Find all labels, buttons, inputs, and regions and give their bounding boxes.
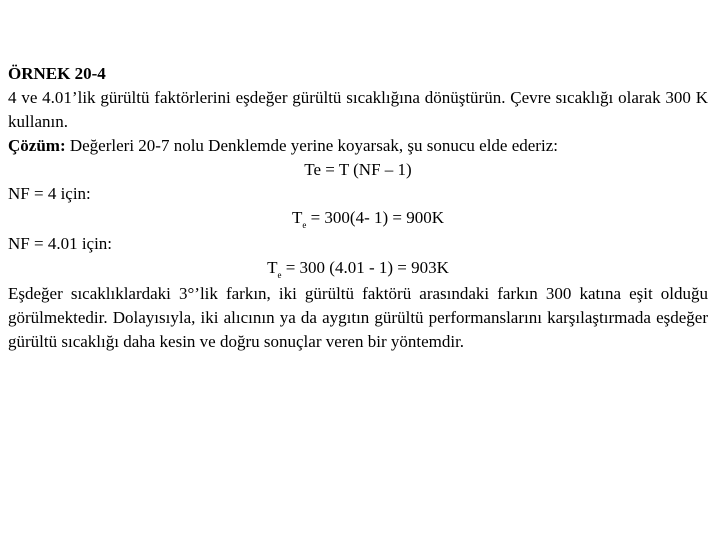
solution-label: Çözüm: xyxy=(8,136,66,155)
case2-eq-subscript: e xyxy=(277,270,282,280)
case1-eq-T: T xyxy=(291,208,303,227)
example-title: ÖRNEK 20-4 xyxy=(8,64,106,83)
general-formula: Te = T (NF – 1) xyxy=(304,160,412,179)
case2-eq-rest: = 300 (4.01 - 1) = 903K xyxy=(281,258,449,277)
solution-text: Değerleri 20-7 nolu Denklemde yerine koyarsak, şu sonucu elde ederiz: xyxy=(65,136,558,155)
case2-label: NF = 4.01 için: xyxy=(8,234,113,253)
case2-eq-T: T xyxy=(267,258,278,277)
case1-eq-rest: = 300(4- 1) = 900K xyxy=(306,208,445,227)
problem-statement: 4 ve 4.01’lik gürültü faktörlerini eşdeğer gürültü sıcaklığına dönüştürün. Çevre sıcaklığı olarak 300 K kullanın. xyxy=(8,88,708,131)
case1-eq-subscript: e xyxy=(302,220,307,230)
document-body xyxy=(8,62,708,354)
conclusion-paragraph: Eşdeğer sıcaklıklardaki 3°’lik farkın, iki gürültü faktörü arasındaki farkın 300 katına eşit olduğu görülmektedir. Dolayısıyla, iki alıcının ya da aygıtın gürültü performanslarını karşılaştırmada eşdeğer gürültü sıcaklığı daha kesin ve doğru sonuçlar veren bir yöntemdir. xyxy=(8,284,708,351)
solution-line xyxy=(8,134,708,158)
case2-equation xyxy=(8,256,708,282)
case1-label: NF = 4 için: xyxy=(8,184,91,203)
case1-equation xyxy=(18,206,718,232)
